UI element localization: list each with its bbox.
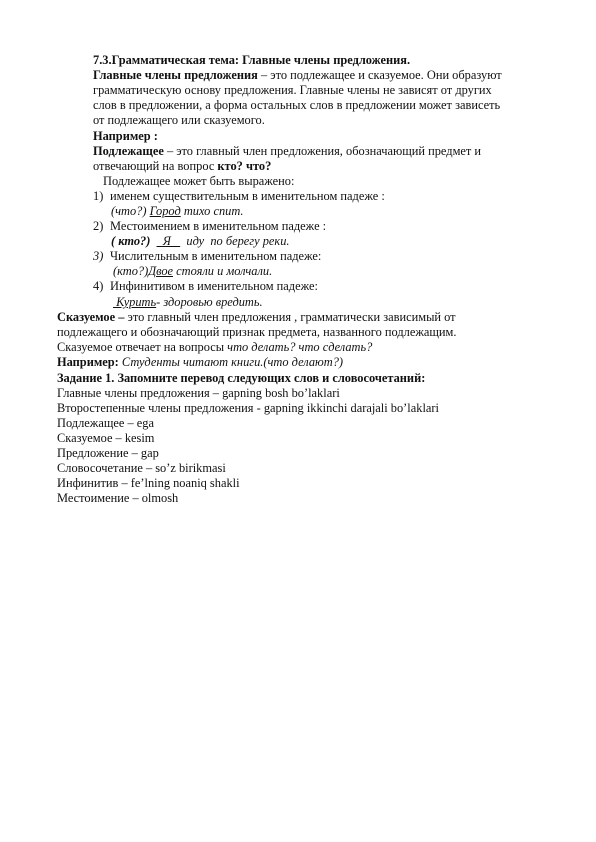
list-example-4 <box>113 295 263 310</box>
example-post: - здоровью вредить. <box>156 295 263 309</box>
list-number: 3) <box>93 249 104 263</box>
subject-term: Подлежащее <box>93 144 164 158</box>
vocab-item: Местоимение – olmosh <box>57 491 179 505</box>
list-item-text: Инфинитивом в именительном падеже: <box>110 279 318 293</box>
list-item-3 <box>93 249 321 264</box>
predicate-line-3-text: Сказуемое отвечает на вопросы <box>57 340 228 354</box>
list-example-3 <box>113 264 272 279</box>
intro-line-1 <box>93 68 502 83</box>
predicate-example-text: Студенты читают книги.(что делают?) <box>118 355 344 369</box>
list-number: 2) <box>93 219 104 233</box>
vocab-item: Второстепенные члены предложения - gapning ikkinchi darajali bo’laklari <box>57 401 439 415</box>
predicate-example-label: Например: <box>57 355 119 369</box>
predicate-line-1-rest: это главный член предложения , грамматически зависимый от <box>124 310 456 324</box>
list-example-2 <box>111 234 290 249</box>
example-post: тихо спит. <box>180 204 244 218</box>
example-pre: (что?) <box>111 204 150 218</box>
list-item-1 <box>93 189 385 204</box>
list-number: 1) <box>93 189 104 203</box>
list-item-text: Местоимением в именительном падеже : <box>110 219 327 233</box>
section-heading: 7.3.Грамматическая тема: Главные члены предложения. <box>93 53 411 67</box>
intro-line-4: от подлежащего или сказуемого. <box>93 113 265 127</box>
task-title: Задание 1. Запомните перевод следующих слов и словосочетаний: <box>57 371 426 385</box>
predicate-line-3 <box>57 340 372 355</box>
vocab-item: Сказуемое – kesim <box>57 431 155 445</box>
vocab-item: Словосочетание – so’z birikmasi <box>57 461 226 475</box>
list-number: 4) <box>93 279 104 293</box>
predicate-line-1 <box>57 310 456 325</box>
subject-line-1 <box>93 144 481 159</box>
example-subject-word: Курить <box>113 295 157 309</box>
vocab-item: Предложение – gap <box>57 446 159 460</box>
intro-line-2: грамматическую основу предложения. Главные члены не зависят от других <box>93 83 492 97</box>
predicate-line-2: подлежащего и обозначающий признак предмета, названного подлежащим. <box>57 325 457 339</box>
list-item-text: именем существительным в именительном падеже : <box>110 189 385 203</box>
example-post: иду по берегу реки. <box>180 234 290 248</box>
list-item-text: Числительным в именительном падеже: <box>110 249 322 263</box>
subject-line-2-text: отвечающий на вопрос <box>93 159 218 173</box>
predicate-questions: что делать? что сделать? <box>227 340 373 354</box>
list-item-2 <box>93 219 326 234</box>
predicate-example <box>57 355 343 370</box>
predicate-term: Сказуемое – <box>57 310 125 324</box>
example-label: Например : <box>93 129 158 143</box>
example-post: стояли и молчали. <box>173 264 273 278</box>
example-subject-word: Я <box>156 234 181 248</box>
list-example-1 <box>111 204 244 219</box>
intro-line-3: слов в предложении, а форма остальных слов в предложении может зависеть <box>93 98 501 112</box>
example-subject-word: Двое <box>148 264 174 278</box>
subject-expressed: Подлежащее может быть выражено: <box>103 174 295 188</box>
vocab-item: Инфинитив – fe’lning noaniq shakli <box>57 476 240 490</box>
intro-term: Главные члены предложения <box>93 68 258 82</box>
intro-line-1-rest: – это подлежащее и сказуемое. Они образуют <box>257 68 502 82</box>
vocab-item: Подлежащее – ega <box>57 416 154 430</box>
vocab-item: Главные члены предложения – gapning bosh bo’laklari <box>57 386 340 400</box>
subject-line-1-rest: – это главный член предложения, обозначающий предмет и <box>163 144 482 158</box>
example-pre: (кто?) <box>113 264 149 278</box>
example-pre: ( кто?) <box>111 234 157 248</box>
subject-line-2 <box>93 159 271 174</box>
example-subject-word: Город <box>149 204 181 218</box>
list-item-4 <box>93 279 318 294</box>
subject-question: кто? что? <box>217 159 272 173</box>
